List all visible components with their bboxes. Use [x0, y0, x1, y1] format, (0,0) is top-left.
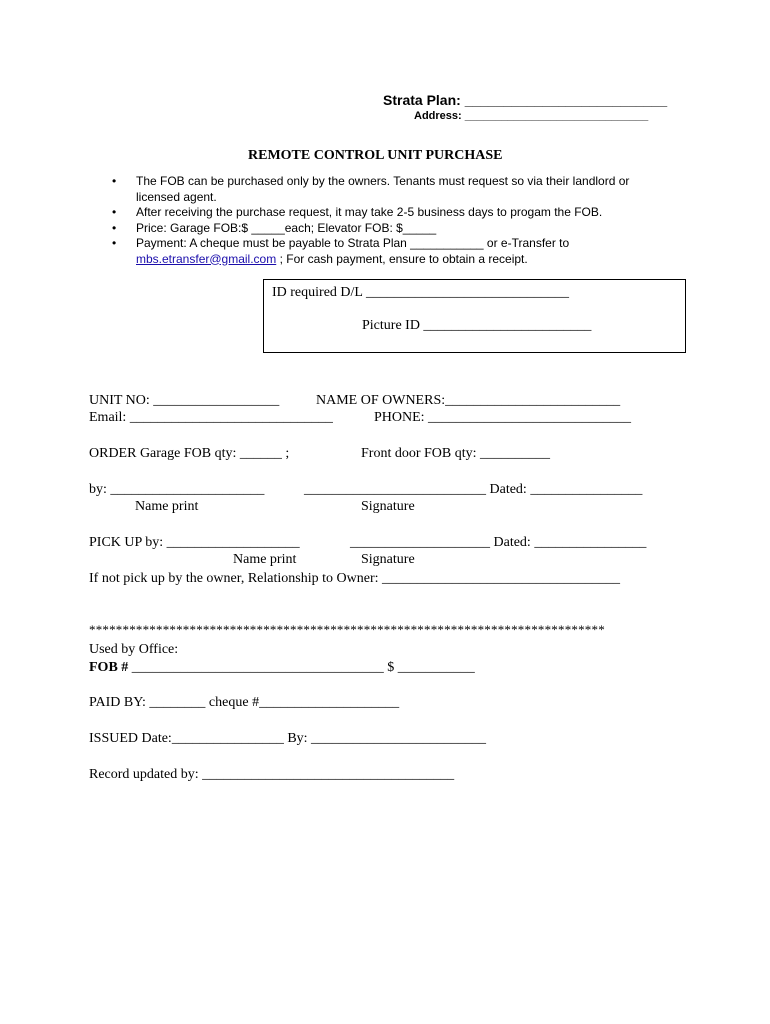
- form-title: REMOTE CONTROL UNIT PURCHASE: [248, 148, 503, 163]
- unit-no-field[interactable]: UNIT NO: __________________: [89, 393, 280, 408]
- fob-line: ____________________________________ $ ___________: [128, 660, 475, 675]
- record-updated-field[interactable]: Record updated by: ____________________________________: [89, 767, 455, 782]
- relationship-field[interactable]: If not pick up by the owner, Relationship to Owner: __________________________________: [89, 571, 620, 586]
- garage-fob-qty-field[interactable]: ORDER Garage FOB qty: ______ ;: [89, 446, 290, 461]
- fob-number-field[interactable]: [89, 660, 475, 676]
- instruction-text: The FOB can be purchased only by the owners. Tenants must request so via their landlord or licensed agent.: [136, 174, 630, 204]
- pickup-by-field[interactable]: PICK UP by: ___________________: [89, 535, 300, 550]
- paid-by-field[interactable]: PAID BY: ________ cheque #____________________: [89, 695, 400, 710]
- by-name-field[interactable]: by: ______________________: [89, 482, 265, 497]
- bullet-icon: •: [112, 205, 117, 219]
- phone-field[interactable]: PHONE: _____________________________: [374, 410, 632, 425]
- instruction-text: Payment: A cheque must be payable to Strata Plan ___________ or e-Transfer to: [136, 236, 570, 250]
- list-item: [112, 205, 672, 221]
- list-item: [112, 236, 672, 267]
- pickup-signature-label: Signature: [361, 552, 415, 567]
- pickup-name-print-label: Name print: [233, 552, 297, 567]
- pickup-signature-dated-field[interactable]: ____________________ Dated: ________________: [350, 535, 647, 550]
- instruction-text: After receiving the purchase request, it may take 2-5 business days to progam the FOB.: [136, 205, 603, 219]
- strata-plan-line: Strata Plan: __________________________: [383, 92, 668, 108]
- office-use-heading: Used by Office:: [89, 642, 179, 657]
- list-item: [112, 221, 672, 237]
- bullet-icon: •: [112, 236, 117, 250]
- instruction-text: Price: Garage FOB:$ _____each; Elevator FOB: $_____: [136, 220, 437, 235]
- owners-name-field[interactable]: NAME OF OWNERS:_________________________: [316, 393, 621, 408]
- front-door-fob-qty-field[interactable]: Front door FOB qty: __________: [361, 446, 551, 461]
- instructions-list: [112, 174, 672, 267]
- by-signature-dated-field[interactable]: __________________________ Dated: ________________: [304, 482, 643, 497]
- address-line: Address: ______________________________: [414, 110, 649, 122]
- signature-label: Signature: [361, 499, 415, 514]
- email-field[interactable]: Email: _____________________________: [89, 410, 333, 425]
- bullet-icon: •: [112, 174, 117, 188]
- id-required-box: [263, 279, 686, 353]
- id-required-line: ID required D/L _____________________________: [272, 285, 569, 300]
- etransfer-email-link[interactable]: mbs.etransfer@gmail.com: [136, 251, 277, 266]
- issued-date-field[interactable]: ISSUED Date:________________ By: _________________________: [89, 731, 487, 746]
- picture-id-line: Picture ID ________________________: [362, 318, 592, 333]
- name-print-label: Name print: [135, 499, 199, 514]
- instruction-text: ; For cash payment, ensure to obtain a receipt.: [276, 251, 528, 266]
- separator-line: *****************************************************************************: [89, 622, 605, 637]
- bullet-icon: •: [112, 220, 117, 235]
- fob-label: FOB #: [89, 660, 129, 675]
- list-item: [112, 174, 672, 205]
